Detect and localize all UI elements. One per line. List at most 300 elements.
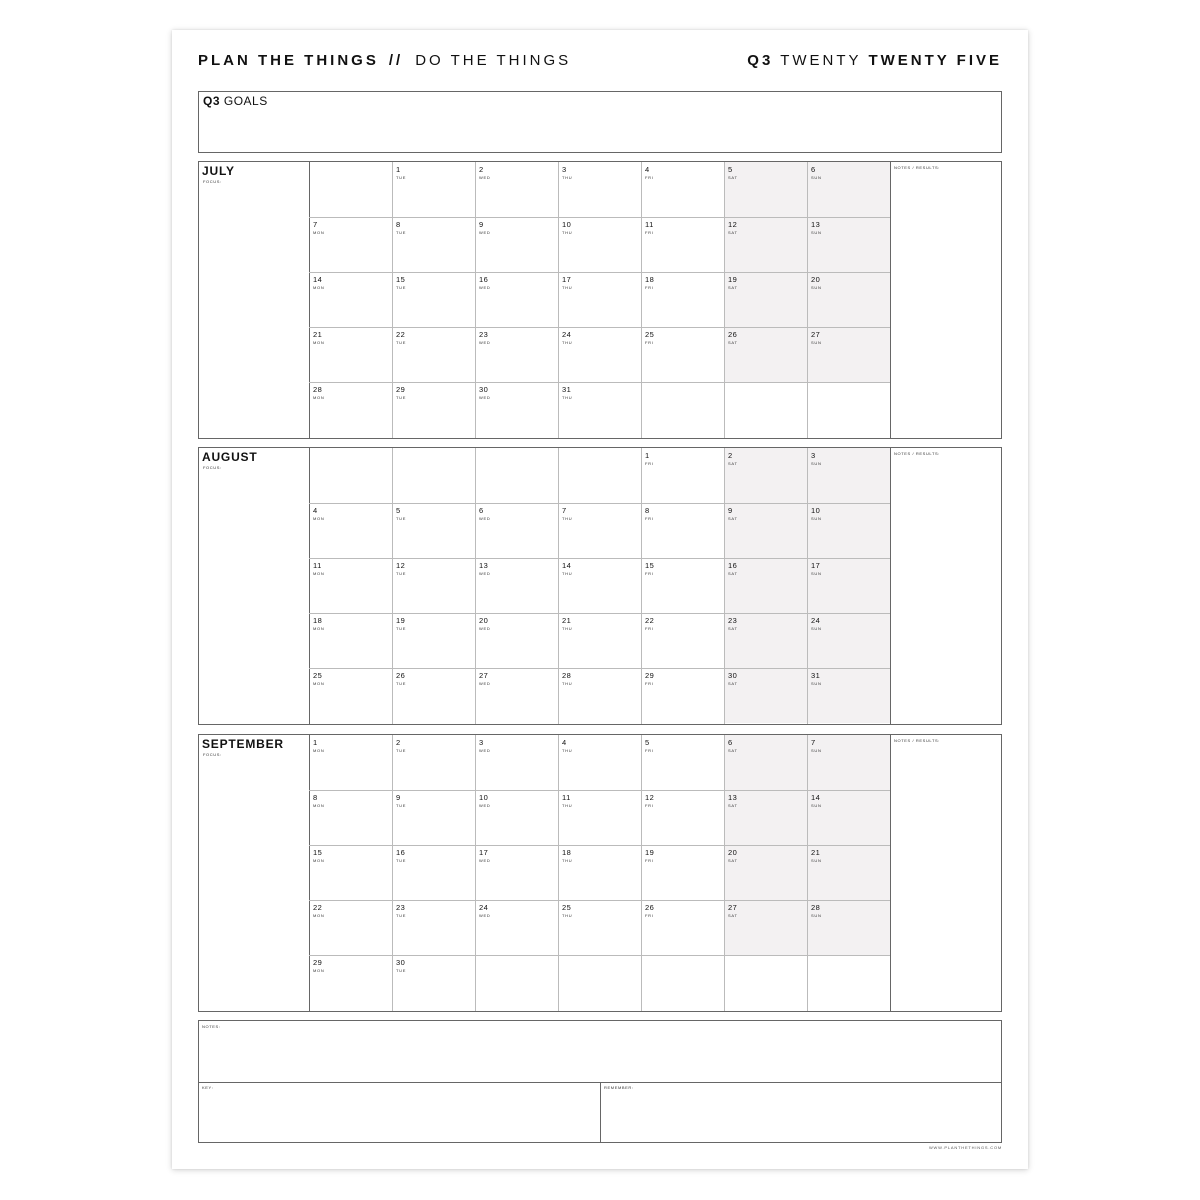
month-title: SEPTEMBER (202, 737, 284, 751)
day-number: 12 (645, 793, 655, 802)
weekday-label: WED (479, 285, 491, 290)
day-number: 2 (479, 165, 484, 174)
day-number: 26 (645, 903, 655, 912)
weekday-label: THU (562, 858, 573, 863)
day-cell[interactable] (476, 218, 559, 273)
weekday-label: SAT (728, 340, 738, 345)
day-cell[interactable] (393, 163, 476, 218)
weekday-label: WED (479, 571, 491, 576)
weekday-label: WED (479, 803, 491, 808)
day-number: 25 (562, 903, 572, 912)
day-cell[interactable] (725, 163, 808, 218)
day-number: 15 (396, 275, 406, 284)
day-number: 6 (728, 738, 733, 747)
day-number: 15 (645, 561, 655, 570)
day-number: 19 (728, 275, 738, 284)
weekday-label: THU (562, 395, 573, 400)
day-cell[interactable] (642, 163, 725, 218)
day-cell[interactable] (808, 736, 891, 791)
day-number: 17 (811, 561, 821, 570)
weekday-label: FRI (645, 748, 654, 753)
weekday-label: TUE (396, 626, 407, 631)
page-header (198, 52, 1002, 72)
day-cell[interactable] (310, 846, 393, 901)
website-url: WWW.PLANTHETHINGS.COM (928, 1145, 1002, 1150)
weekday-label: WED (479, 175, 491, 180)
day-number: 30 (396, 958, 406, 967)
weekday-label: TUE (396, 803, 407, 808)
month-september (198, 734, 1002, 1012)
day-cell[interactable] (725, 901, 808, 956)
day-cell[interactable] (808, 218, 891, 273)
day-cell[interactable] (393, 846, 476, 901)
day-number: 26 (728, 330, 738, 339)
weekday-label: SUN (811, 803, 822, 808)
weekday-label: SUN (811, 913, 822, 918)
day-number: 11 (313, 561, 322, 570)
day-cell[interactable] (808, 273, 891, 328)
focus-label: FOCUS: (203, 179, 222, 184)
day-cell[interactable] (476, 163, 559, 218)
q3-goals-title (203, 94, 268, 108)
day-cell[interactable] (393, 669, 476, 724)
empty-cell[interactable] (310, 449, 393, 504)
day-cell[interactable] (559, 791, 642, 846)
weekday-label: MON (313, 748, 325, 753)
remember-label: REMEMBER: (604, 1085, 634, 1090)
day-cell[interactable] (642, 218, 725, 273)
day-number: 10 (479, 793, 489, 802)
day-number: 16 (396, 848, 406, 857)
weekday-label: SUN (811, 340, 822, 345)
day-cell[interactable] (642, 736, 725, 791)
weekday-label: SUN (811, 681, 822, 686)
weekday-label: SUN (811, 626, 822, 631)
day-number: 23 (396, 903, 406, 912)
day-cell[interactable] (642, 328, 725, 383)
day-cell[interactable] (642, 669, 725, 724)
day-number: 18 (645, 275, 655, 284)
day-cell[interactable] (310, 273, 393, 328)
day-number: 8 (313, 793, 318, 802)
day-number: 14 (313, 275, 323, 284)
empty-cell[interactable] (808, 383, 891, 438)
day-number: 23 (479, 330, 489, 339)
weekday-label: THU (562, 230, 573, 235)
bottom-divider-vertical (600, 1082, 601, 1143)
day-cell[interactable] (310, 559, 393, 614)
weekday-label: WED (479, 395, 491, 400)
day-number: 20 (728, 848, 738, 857)
day-cell[interactable] (310, 383, 393, 438)
weekday-label: SUN (811, 748, 822, 753)
empty-cell[interactable] (310, 163, 393, 218)
day-number: 25 (645, 330, 655, 339)
day-cell[interactable] (310, 218, 393, 273)
day-cell[interactable] (808, 669, 891, 724)
focus-label: FOCUS: (203, 752, 222, 757)
day-cell[interactable] (808, 791, 891, 846)
day-number: 12 (396, 561, 406, 570)
day-cell[interactable] (310, 669, 393, 724)
weekday-label: MON (313, 626, 325, 631)
day-cell[interactable] (310, 614, 393, 669)
day-cell[interactable] (559, 669, 642, 724)
day-number: 24 (811, 616, 821, 625)
day-cell[interactable] (476, 504, 559, 559)
weekday-label: THU (562, 285, 573, 290)
weekday-label: MON (313, 681, 325, 686)
day-number: 3 (479, 738, 484, 747)
day-cell[interactable] (310, 956, 393, 1011)
weekday-label: FRI (645, 913, 654, 918)
day-number: 2 (728, 451, 733, 460)
day-number: 7 (811, 738, 816, 747)
weekday-label: FRI (645, 858, 654, 863)
key-label: KEY: (202, 1085, 214, 1090)
day-cell[interactable] (310, 791, 393, 846)
day-cell[interactable] (642, 273, 725, 328)
day-number: 12 (728, 220, 738, 229)
weekday-label: TUE (396, 175, 407, 180)
day-cell[interactable] (476, 614, 559, 669)
day-number: 29 (313, 958, 323, 967)
q3-goals-box[interactable] (198, 91, 1002, 153)
day-cell[interactable] (393, 901, 476, 956)
day-cell[interactable] (393, 956, 476, 1011)
day-cell[interactable] (393, 791, 476, 846)
day-cell[interactable] (559, 328, 642, 383)
day-number: 27 (479, 671, 489, 680)
header-year-word2: TWENTY FIVE (868, 52, 1002, 69)
day-cell[interactable] (393, 383, 476, 438)
month-title: JULY (202, 164, 235, 178)
day-number: 28 (811, 903, 821, 912)
day-number: 11 (645, 220, 654, 229)
day-number: 31 (562, 385, 572, 394)
weekday-label: WED (479, 681, 491, 686)
weekday-label: SUN (811, 516, 822, 521)
day-number: 4 (645, 165, 650, 174)
weekday-label: TUE (396, 913, 407, 918)
day-number: 24 (479, 903, 489, 912)
day-cell[interactable] (476, 791, 559, 846)
day-number: 3 (811, 451, 816, 460)
day-number: 29 (396, 385, 406, 394)
day-cell[interactable] (310, 901, 393, 956)
day-number: 5 (645, 738, 650, 747)
day-cell[interactable] (393, 559, 476, 614)
day-number: 7 (313, 220, 318, 229)
weekday-label: SAT (728, 681, 738, 686)
day-cell[interactable] (310, 736, 393, 791)
day-cell[interactable] (476, 736, 559, 791)
empty-cell[interactable] (559, 449, 642, 504)
weekday-label: FRI (645, 230, 654, 235)
day-number: 20 (479, 616, 489, 625)
day-number: 30 (728, 671, 738, 680)
day-number: 17 (479, 848, 489, 857)
weekday-label: FRI (645, 461, 654, 466)
day-cell[interactable] (725, 669, 808, 724)
day-number: 21 (562, 616, 572, 625)
header-quarter (747, 52, 1002, 69)
weekday-label: SAT (728, 175, 738, 180)
day-cell[interactable] (725, 328, 808, 383)
weekday-label: MON (313, 571, 325, 576)
weekday-label: MON (313, 230, 325, 235)
day-cell[interactable] (559, 383, 642, 438)
header-brand: PLAN THE THINGS (198, 52, 379, 69)
day-cell[interactable] (725, 614, 808, 669)
day-cell[interactable] (642, 901, 725, 956)
day-number: 1 (313, 738, 318, 747)
day-cell[interactable] (559, 614, 642, 669)
weekday-label: TUE (396, 516, 407, 521)
day-cell[interactable] (476, 328, 559, 383)
day-number: 25 (313, 671, 323, 680)
day-cell[interactable] (393, 328, 476, 383)
weekday-label: MON (313, 968, 325, 973)
bottom-notes-section (198, 1020, 1002, 1143)
day-cell[interactable] (725, 559, 808, 614)
empty-cell[interactable] (393, 449, 476, 504)
day-number: 9 (479, 220, 484, 229)
notes-results-label: NOTES / RESULTS: (894, 451, 940, 456)
day-cell[interactable] (559, 901, 642, 956)
weekday-label: TUE (396, 230, 407, 235)
day-number: 14 (562, 561, 572, 570)
day-number: 18 (562, 848, 572, 857)
weekday-label: THU (562, 175, 573, 180)
empty-cell[interactable] (642, 956, 725, 1011)
weekday-label: FRI (645, 626, 654, 631)
month-august (198, 447, 1002, 725)
day-number: 17 (562, 275, 572, 284)
empty-cell[interactable] (559, 956, 642, 1011)
day-number: 5 (728, 165, 733, 174)
day-number: 9 (728, 506, 733, 515)
day-number: 22 (645, 616, 655, 625)
weekday-label: FRI (645, 175, 654, 180)
day-cell[interactable] (725, 273, 808, 328)
day-cell[interactable] (808, 449, 891, 504)
day-number: 28 (313, 385, 323, 394)
month-title: AUGUST (202, 450, 258, 464)
weekday-label: SAT (728, 516, 738, 521)
weekday-label: WED (479, 748, 491, 753)
day-cell[interactable] (642, 791, 725, 846)
day-number: 2 (396, 738, 401, 747)
day-number: 10 (562, 220, 572, 229)
day-cell[interactable] (393, 273, 476, 328)
weekday-label: THU (562, 340, 573, 345)
goals-label: GOALS (223, 94, 268, 108)
empty-cell[interactable] (642, 383, 725, 438)
weekday-label: SAT (728, 461, 738, 466)
empty-cell[interactable] (725, 956, 808, 1011)
day-cell[interactable] (725, 504, 808, 559)
goals-quarter: Q3 (203, 94, 221, 108)
day-cell[interactable] (393, 218, 476, 273)
day-cell[interactable] (808, 846, 891, 901)
weekday-label: THU (562, 626, 573, 631)
day-number: 8 (396, 220, 401, 229)
day-cell[interactable] (642, 559, 725, 614)
weekday-label: SUN (811, 571, 822, 576)
weekday-label: SAT (728, 230, 738, 235)
day-cell[interactable] (642, 504, 725, 559)
bottom-notes-label: NOTES: (202, 1024, 221, 1029)
weekday-label: WED (479, 340, 491, 345)
day-cell[interactable] (476, 383, 559, 438)
day-number: 10 (811, 506, 821, 515)
header-separator: // (388, 52, 404, 69)
day-number: 19 (645, 848, 655, 857)
weekday-label: TUE (396, 968, 407, 973)
weekday-label: TUE (396, 681, 407, 686)
weekday-label: MON (313, 340, 325, 345)
weekday-label: TUE (396, 858, 407, 863)
day-cell[interactable] (393, 736, 476, 791)
day-number: 19 (396, 616, 406, 625)
weekday-label: FRI (645, 803, 654, 808)
weekday-label: TUE (396, 340, 407, 345)
weekday-label: THU (562, 516, 573, 521)
weekday-label: FRI (645, 516, 654, 521)
weekday-label: WED (479, 626, 491, 631)
day-number: 21 (811, 848, 821, 857)
day-number: 16 (728, 561, 738, 570)
weekday-label: TUE (396, 395, 407, 400)
day-number: 4 (313, 506, 318, 515)
weekday-label: SUN (811, 175, 822, 180)
weekday-label: SAT (728, 626, 738, 631)
weekday-label: SUN (811, 285, 822, 290)
day-cell[interactable] (642, 449, 725, 504)
day-number: 18 (313, 616, 323, 625)
day-cell[interactable] (310, 504, 393, 559)
weekday-label: WED (479, 230, 491, 235)
empty-cell[interactable] (725, 383, 808, 438)
notes-results-label: NOTES / RESULTS: (894, 165, 940, 170)
empty-cell[interactable] (476, 956, 559, 1011)
day-cell[interactable] (476, 559, 559, 614)
day-cell[interactable] (725, 736, 808, 791)
weekday-label: THU (562, 913, 573, 918)
weekday-label: FRI (645, 681, 654, 686)
day-cell[interactable] (559, 736, 642, 791)
weekday-label: SUN (811, 461, 822, 466)
weekday-label: SAT (728, 285, 738, 290)
day-number: 31 (811, 671, 821, 680)
day-cell[interactable] (808, 901, 891, 956)
day-number: 11 (562, 793, 571, 802)
header-quarter-label: Q3 (747, 52, 774, 69)
weekday-label: MON (313, 395, 325, 400)
day-cell[interactable] (808, 163, 891, 218)
day-cell[interactable] (310, 328, 393, 383)
weekday-label: WED (479, 913, 491, 918)
weekday-label: TUE (396, 748, 407, 753)
weekday-label: SUN (811, 858, 822, 863)
day-number: 8 (645, 506, 650, 515)
day-cell[interactable] (642, 614, 725, 669)
weekday-label: MON (313, 858, 325, 863)
day-cell[interactable] (559, 273, 642, 328)
day-number: 27 (728, 903, 738, 912)
day-cell[interactable] (808, 504, 891, 559)
day-cell[interactable] (393, 614, 476, 669)
day-number: 13 (728, 793, 738, 802)
weekday-label: MON (313, 913, 325, 918)
weekday-label: THU (562, 571, 573, 576)
day-number: 23 (728, 616, 738, 625)
weekday-label: FRI (645, 340, 654, 345)
weekday-label: MON (313, 803, 325, 808)
weekday-label: THU (562, 681, 573, 686)
day-number: 16 (479, 275, 489, 284)
day-number: 3 (562, 165, 567, 174)
day-number: 13 (479, 561, 489, 570)
weekday-label: MON (313, 285, 325, 290)
day-cell[interactable] (725, 218, 808, 273)
day-number: 20 (811, 275, 821, 284)
header-subbrand: DO THE THINGS (415, 52, 572, 69)
day-cell[interactable] (476, 846, 559, 901)
day-number: 1 (396, 165, 401, 174)
day-cell[interactable] (808, 328, 891, 383)
weekday-label: SAT (728, 803, 738, 808)
day-cell[interactable] (725, 846, 808, 901)
weekday-label: SAT (728, 913, 738, 918)
day-cell[interactable] (725, 449, 808, 504)
day-number: 14 (811, 793, 821, 802)
day-number: 22 (396, 330, 406, 339)
day-cell[interactable] (476, 901, 559, 956)
weekday-label: MON (313, 516, 325, 521)
day-number: 6 (479, 506, 484, 515)
day-cell[interactable] (559, 504, 642, 559)
day-cell[interactable] (476, 273, 559, 328)
empty-cell[interactable] (808, 956, 891, 1011)
day-number: 15 (313, 848, 323, 857)
day-cell[interactable] (642, 846, 725, 901)
day-cell[interactable] (808, 614, 891, 669)
day-cell[interactable] (808, 559, 891, 614)
weekday-label: SAT (728, 858, 738, 863)
day-cell[interactable] (393, 504, 476, 559)
day-cell[interactable] (559, 218, 642, 273)
day-cell[interactable] (725, 791, 808, 846)
empty-cell[interactable] (476, 449, 559, 504)
weekday-label: FRI (645, 285, 654, 290)
day-number: 9 (396, 793, 401, 802)
header-year-word1: TWENTY (780, 52, 862, 69)
day-number: 27 (811, 330, 821, 339)
weekday-label: WED (479, 516, 491, 521)
day-number: 21 (313, 330, 323, 339)
day-number: 30 (479, 385, 489, 394)
day-cell[interactable] (559, 163, 642, 218)
day-cell[interactable] (559, 846, 642, 901)
header-tagline (198, 52, 571, 69)
day-cell[interactable] (476, 669, 559, 724)
day-number: 13 (811, 220, 821, 229)
day-number: 22 (313, 903, 323, 912)
day-number: 29 (645, 671, 655, 680)
day-cell[interactable] (559, 559, 642, 614)
